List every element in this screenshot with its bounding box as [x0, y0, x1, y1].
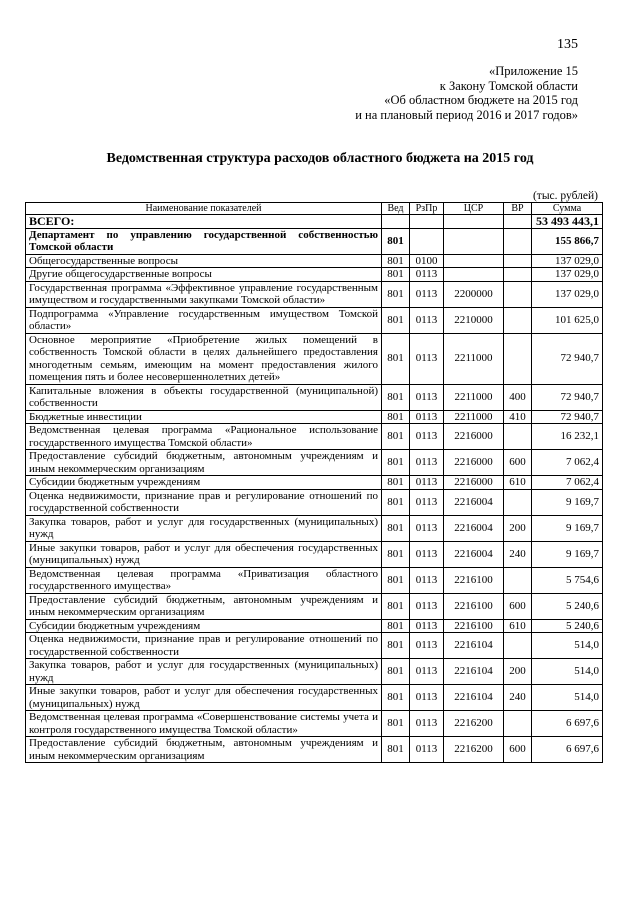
cell-sum: 137 029,0 [532, 268, 603, 282]
cell-vr [504, 711, 532, 737]
cell-sum: 137 029,0 [532, 281, 603, 307]
cell-ved: 801 [382, 424, 410, 450]
cell-csr: 2211000 [444, 410, 504, 424]
cell-ved: 801 [382, 228, 410, 254]
cell-ved: 801 [382, 541, 410, 567]
cell-name: Субсидии бюджетным учреждениям [26, 619, 382, 633]
table-row [26, 307, 603, 333]
cell-vr [504, 268, 532, 282]
table-row [26, 450, 603, 476]
cell-name: Оценка недвижимости, признание прав и регулирование отношений по государственной собственности [26, 489, 382, 515]
cell-sum: 514,0 [532, 633, 603, 659]
cell-csr: 2216100 [444, 567, 504, 593]
cell-csr: 2216104 [444, 633, 504, 659]
cell-rzpr: 0113 [410, 685, 444, 711]
cell-vr: 200 [504, 515, 532, 541]
cell-rzpr: 0113 [410, 619, 444, 633]
cell-sum: 5 240,6 [532, 619, 603, 633]
table-row [26, 476, 603, 490]
document-title: Ведомственная структура расходов областного бюджета на 2015 год [106, 151, 534, 166]
cell-name: Предоставление субсидий бюджетным, автономным учреждениям и иным некоммерческим организациям [26, 450, 382, 476]
table-row [26, 515, 603, 541]
cell-name: Предоставление субсидий бюджетным, автономным учреждениям и иным некоммерческим организациям [26, 737, 382, 763]
cell-csr: 2216100 [444, 619, 504, 633]
units-label: (тыс. рублей) [532, 190, 598, 202]
cell-rzpr [410, 215, 444, 229]
appendix-line: и на плановый период 2016 и 2017 годов» [355, 107, 578, 122]
cell-ved: 801 [382, 633, 410, 659]
cell-rzpr: 0113 [410, 515, 444, 541]
table-row [26, 659, 603, 685]
header-rzpr: РзПр [410, 203, 444, 215]
cell-vr: 200 [504, 659, 532, 685]
cell-rzpr: 0113 [410, 659, 444, 685]
cell-sum: 137 029,0 [532, 254, 603, 268]
cell-vr: 410 [504, 410, 532, 424]
cell-ved: 801 [382, 254, 410, 268]
appendix-line: «Приложение 15 [489, 64, 578, 78]
cell-sum: 72 940,7 [532, 384, 603, 410]
cell-name: Бюджетные инвестиции [26, 410, 382, 424]
table-row [26, 711, 603, 737]
cell-vr [504, 215, 532, 229]
cell-name: Иные закупки товаров, работ и услуг для обеспечения государственных (муниципальных) нужд [26, 541, 382, 567]
cell-vr: 400 [504, 384, 532, 410]
cell-vr: 600 [504, 737, 532, 763]
cell-csr [444, 215, 504, 229]
table-row [26, 424, 603, 450]
header-csr: ЦСР [444, 203, 504, 215]
cell-vr: 600 [504, 450, 532, 476]
table-row [26, 489, 603, 515]
cell-csr: 2211000 [444, 384, 504, 410]
cell-rzpr: 0113 [410, 281, 444, 307]
cell-sum: 5 754,6 [532, 567, 603, 593]
cell-csr: 2216000 [444, 476, 504, 490]
appendix-reference [355, 64, 578, 122]
table-row [26, 333, 603, 384]
cell-sum: 6 697,6 [532, 711, 603, 737]
cell-vr [504, 424, 532, 450]
cell-name: Ведомственная целевая программа «Совершенствование системы учета и контроля государственного имущества Томской области» [26, 711, 382, 737]
cell-sum: 16 232,1 [532, 424, 603, 450]
cell-ved: 801 [382, 659, 410, 685]
cell-ved: 801 [382, 567, 410, 593]
table-header-row [26, 203, 603, 215]
cell-name: Закупка товаров, работ и услуг для государственных (муниципальных) нужд [26, 515, 382, 541]
cell-ved: 801 [382, 593, 410, 619]
cell-csr [444, 228, 504, 254]
cell-csr: 2216000 [444, 450, 504, 476]
cell-vr [504, 333, 532, 384]
cell-name: ВСЕГО: [26, 215, 382, 229]
cell-vr: 240 [504, 685, 532, 711]
cell-sum: 514,0 [532, 685, 603, 711]
cell-sum: 155 866,7 [532, 228, 603, 254]
cell-name: Предоставление субсидий бюджетным, автономным учреждениям и иным некоммерческим организациям [26, 593, 382, 619]
page-number: 135 [557, 37, 578, 52]
cell-ved: 801 [382, 489, 410, 515]
cell-sum: 9 169,7 [532, 515, 603, 541]
header-ved: Вед [382, 203, 410, 215]
table-row [26, 567, 603, 593]
cell-csr: 2216004 [444, 515, 504, 541]
cell-csr: 2216104 [444, 659, 504, 685]
table-row [26, 268, 603, 282]
cell-sum: 6 697,6 [532, 737, 603, 763]
cell-rzpr: 0113 [410, 410, 444, 424]
cell-ved: 801 [382, 281, 410, 307]
table-row [26, 685, 603, 711]
cell-csr: 2216200 [444, 737, 504, 763]
cell-csr: 2210000 [444, 307, 504, 333]
cell-name: Подпрограмма «Управление государственным имуществом Томской области» [26, 307, 382, 333]
cell-rzpr: 0113 [410, 424, 444, 450]
cell-rzpr: 0113 [410, 567, 444, 593]
cell-vr [504, 254, 532, 268]
table-total-row [26, 215, 603, 229]
cell-name: Государственная программа «Эффективное управление государственным имуществом и государственными закупками Томской области» [26, 281, 382, 307]
cell-name: Общегосударственные вопросы [26, 254, 382, 268]
table-row [26, 593, 603, 619]
cell-sum: 9 169,7 [532, 489, 603, 515]
cell-name: Ведомственная целевая программа «Приватизация областного государственного имущества» [26, 567, 382, 593]
cell-ved: 801 [382, 333, 410, 384]
cell-ved: 801 [382, 711, 410, 737]
cell-vr: 610 [504, 476, 532, 490]
cell-name: Субсидии бюджетным учреждениям [26, 476, 382, 490]
cell-name: Оценка недвижимости, признание прав и регулирование отношений по государственной собственности [26, 633, 382, 659]
cell-ved: 801 [382, 685, 410, 711]
cell-vr [504, 307, 532, 333]
cell-sum: 53 493 443,1 [532, 215, 603, 229]
table-row [26, 633, 603, 659]
cell-csr [444, 254, 504, 268]
cell-vr [504, 489, 532, 515]
cell-csr: 2216000 [444, 424, 504, 450]
cell-rzpr: 0100 [410, 254, 444, 268]
cell-name: Департамент по управлению государственной собственностью Томской области [26, 228, 382, 254]
cell-vr [504, 567, 532, 593]
cell-sum: 72 940,7 [532, 333, 603, 384]
cell-csr: 2216100 [444, 593, 504, 619]
cell-rzpr: 0113 [410, 737, 444, 763]
cell-rzpr [410, 228, 444, 254]
cell-name: Основное мероприятие «Приобретение жилых помещений в собственность Томской области в целях дальнейшего предоставления многодетным семьям, имеющим на момент предоставления жилого помещения пять и более несовершеннолетних детей» [26, 333, 382, 384]
cell-ved: 801 [382, 515, 410, 541]
cell-rzpr: 0113 [410, 268, 444, 282]
cell-rzpr: 0113 [410, 333, 444, 384]
cell-rzpr: 0113 [410, 711, 444, 737]
cell-csr: 2200000 [444, 281, 504, 307]
cell-sum: 7 062,4 [532, 450, 603, 476]
table-body [26, 215, 603, 763]
cell-sum: 514,0 [532, 659, 603, 685]
cell-csr: 2216200 [444, 711, 504, 737]
cell-ved: 801 [382, 410, 410, 424]
cell-csr [444, 268, 504, 282]
cell-rzpr: 0113 [410, 307, 444, 333]
table-row [26, 410, 603, 424]
cell-rzpr: 0113 [410, 593, 444, 619]
cell-sum: 9 169,7 [532, 541, 603, 567]
table-row [26, 281, 603, 307]
budget-table [25, 202, 603, 763]
cell-ved: 801 [382, 268, 410, 282]
cell-vr [504, 281, 532, 307]
table-row [26, 384, 603, 410]
cell-sum: 101 625,0 [532, 307, 603, 333]
cell-name: Закупка товаров, работ и услуг для государственных (муниципальных) нужд [26, 659, 382, 685]
cell-csr: 2211000 [444, 333, 504, 384]
cell-name: Другие общегосударственные вопросы [26, 268, 382, 282]
cell-sum: 5 240,6 [532, 593, 603, 619]
cell-csr: 2216004 [444, 489, 504, 515]
table-row [26, 737, 603, 763]
cell-name: Иные закупки товаров, работ и услуг для обеспечения государственных (муниципальных) нужд [26, 685, 382, 711]
header-sum: Сумма [532, 203, 603, 215]
cell-ved: 801 [382, 476, 410, 490]
cell-name: Ведомственная целевая программа «Рациональное использование государственного имущества Томской области» [26, 424, 382, 450]
cell-vr [504, 633, 532, 659]
header-name: Наименование показателей [26, 203, 382, 215]
cell-rzpr: 0113 [410, 633, 444, 659]
cell-csr: 2216004 [444, 541, 504, 567]
cell-rzpr: 0113 [410, 476, 444, 490]
table-row [26, 619, 603, 633]
cell-rzpr: 0113 [410, 541, 444, 567]
cell-ved: 801 [382, 619, 410, 633]
table-row [26, 541, 603, 567]
cell-rzpr: 0113 [410, 384, 444, 410]
cell-ved: 801 [382, 737, 410, 763]
cell-rzpr: 0113 [410, 450, 444, 476]
cell-vr [504, 228, 532, 254]
appendix-line: «Об областном бюджете на 2015 год [384, 93, 578, 107]
cell-sum: 72 940,7 [532, 410, 603, 424]
cell-vr: 240 [504, 541, 532, 567]
cell-rzpr: 0113 [410, 489, 444, 515]
appendix-line: к Закону Томской области [439, 78, 578, 93]
table-row [26, 228, 603, 254]
cell-name: Капитальные вложения в объекты государственной (муниципальной) собственности [26, 384, 382, 410]
table-row [26, 254, 603, 268]
cell-csr: 2216104 [444, 685, 504, 711]
cell-vr: 600 [504, 593, 532, 619]
cell-sum: 7 062,4 [532, 476, 603, 490]
cell-ved: 801 [382, 450, 410, 476]
cell-ved: 801 [382, 307, 410, 333]
cell-vr: 610 [504, 619, 532, 633]
cell-ved: 801 [382, 384, 410, 410]
cell-ved [382, 215, 410, 229]
header-vr: ВР [504, 203, 532, 215]
